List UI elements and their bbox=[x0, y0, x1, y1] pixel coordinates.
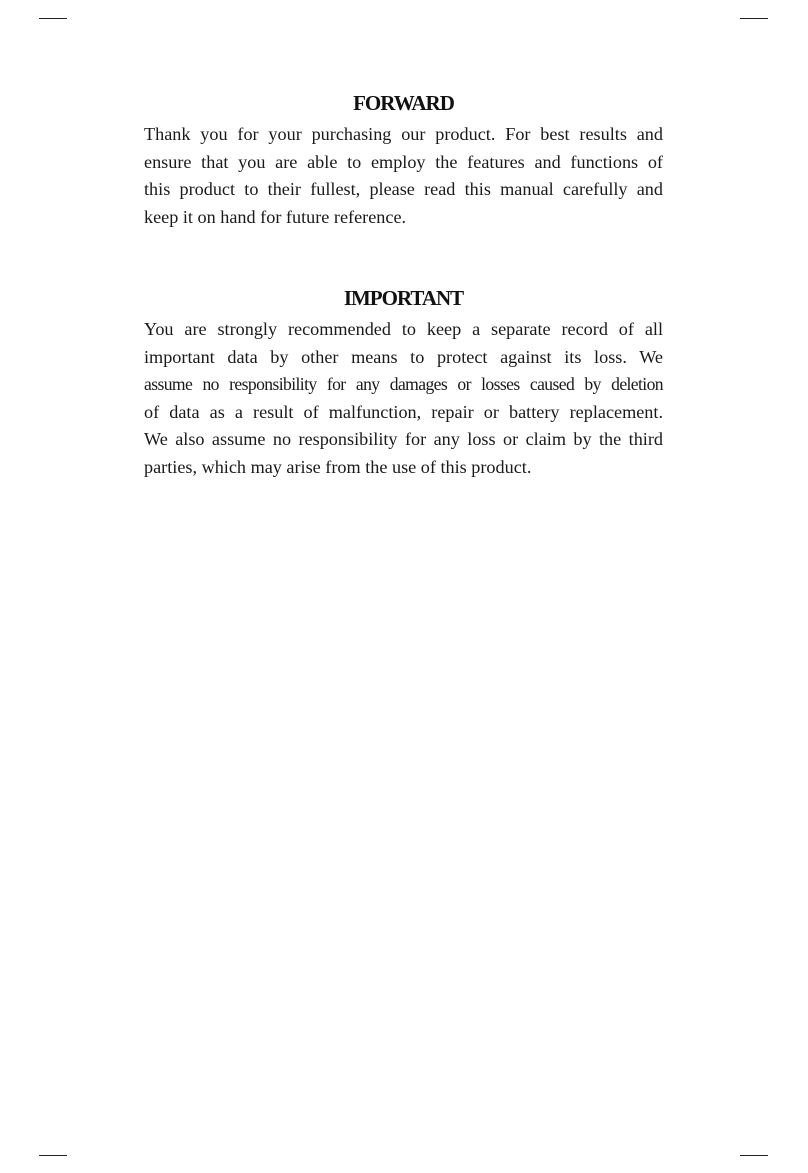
forward-line-2: ensure that you are able to employ the features and functions of bbox=[144, 151, 663, 172]
forward-line-4: keep it on hand for future reference. bbox=[144, 206, 407, 227]
important-line-3: assume no responsibility for any damages or losses caused by deletion bbox=[144, 374, 663, 394]
forward-line-3: this product to their fullest, please read this manual carefully and bbox=[144, 179, 663, 199]
important-paragraph bbox=[144, 316, 663, 481]
page-content bbox=[144, 88, 663, 481]
crop-mark-bottom-left bbox=[39, 1155, 67, 1156]
forward-section bbox=[144, 88, 663, 231]
important-line-6: parties, which may arise from the use of this product. bbox=[144, 456, 532, 477]
important-line-4: of data as a result of malfunction, repair or battery replacement. bbox=[144, 401, 663, 422]
important-line-1: You are strongly recommended to keep a separate record of all bbox=[144, 319, 663, 339]
crop-mark-top-left bbox=[39, 18, 67, 19]
forward-line-1: Thank you for your purchasing our product. For best results and bbox=[144, 124, 663, 144]
forward-title: FORWARD bbox=[353, 91, 454, 115]
forward-paragraph bbox=[144, 121, 663, 231]
important-section bbox=[144, 283, 663, 481]
important-title: IMPORTANT bbox=[343, 286, 464, 310]
crop-mark-top-right bbox=[740, 18, 768, 19]
important-line-2: important data by other means to protect against its loss. We bbox=[144, 346, 663, 367]
crop-mark-bottom-right bbox=[740, 1155, 768, 1156]
important-line-5: We also assume no responsibility for any loss or claim by the third bbox=[144, 429, 663, 449]
